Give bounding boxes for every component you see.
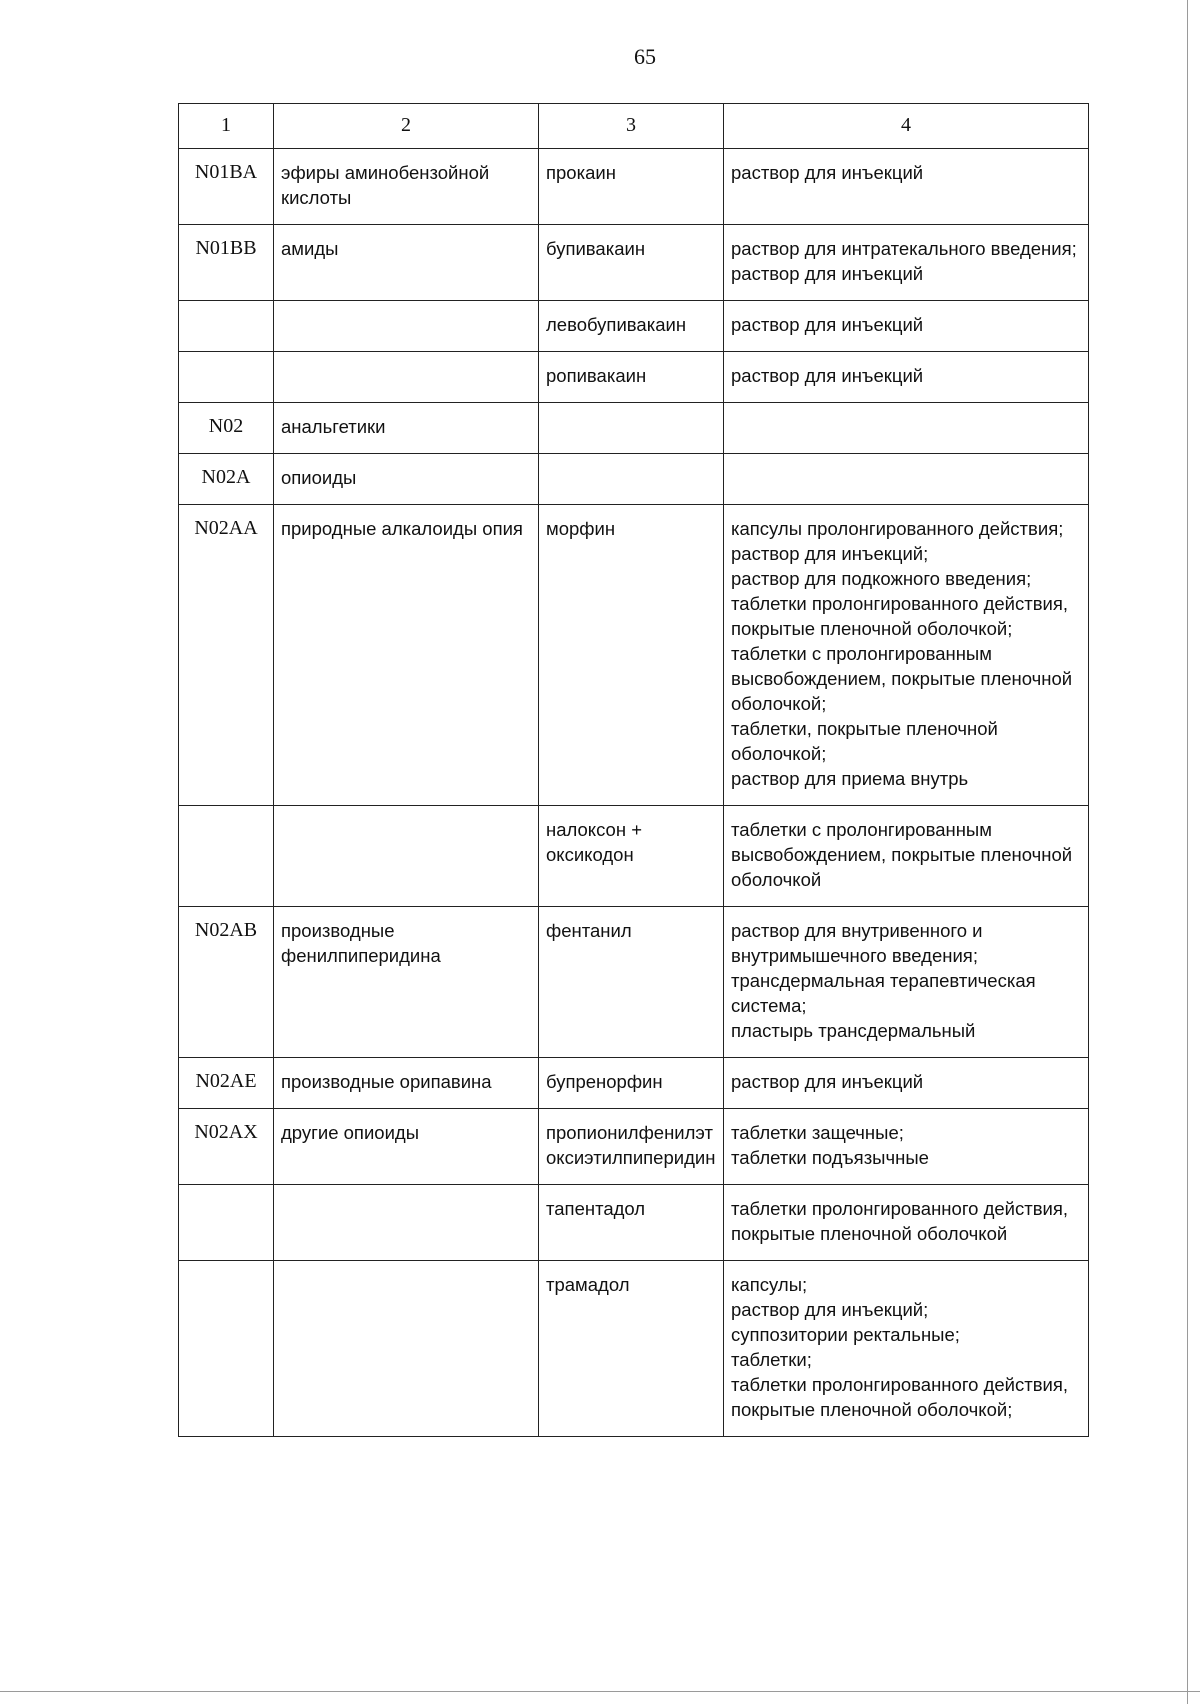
table-row (179, 505, 1089, 806)
table-row (179, 225, 1089, 301)
group-cell: эфиры аминобензойной кислоты (274, 149, 539, 225)
drug-name-cell: левобупивакаин (539, 301, 724, 352)
dosage-form-line: раствор для интратекального введения; (731, 238, 1077, 259)
dosage-form-line: раствор для приема внутрь (731, 768, 969, 789)
atc-code-cell: N02 (179, 403, 274, 454)
dosage-form-line: таблетки с пролонгированным высвобождением, покрытые пленочной оболочкой (731, 819, 1073, 890)
table-row (179, 352, 1089, 403)
drug-name-cell: прокаин (539, 149, 724, 225)
table-row (179, 806, 1089, 907)
drug-name-cell: бупренорфин (539, 1058, 724, 1109)
dosage-form-line: раствор для инъекций; (731, 543, 929, 564)
atc-code-cell: N02AX (179, 1109, 274, 1185)
drug-name-cell: фентанил (539, 907, 724, 1058)
dosage-forms-cell (724, 806, 1089, 907)
atc-code-cell: N02A (179, 454, 274, 505)
group-cell: природные алкалоиды опия (274, 505, 539, 806)
dosage-form-line: раствор для внутривенного и внутримышечного введения; (731, 920, 983, 966)
table-row (179, 149, 1089, 225)
dosage-form-line: таблетки, покрытые пленочной оболочкой; (731, 718, 998, 764)
dosage-form-line: таблетки защечные; (731, 1122, 904, 1143)
page-number: 65 (634, 44, 656, 69)
drug-name-cell: налоксон + оксикодон (539, 806, 724, 907)
dosage-forms-cell (724, 1185, 1089, 1261)
table-row (179, 454, 1089, 505)
dosage-forms-cell (724, 225, 1089, 301)
group-cell (274, 352, 539, 403)
column-header: 2 (274, 104, 539, 149)
group-cell: опиоиды (274, 454, 539, 505)
drug-name-cell: трамадол (539, 1261, 724, 1437)
scan-edge-right (1187, 0, 1188, 1704)
atc-code-cell: N02AE (179, 1058, 274, 1109)
atc-code-cell (179, 301, 274, 352)
group-cell: другие опиоиды (274, 1109, 539, 1185)
table-row (179, 1109, 1089, 1185)
dosage-forms-cell (724, 1261, 1089, 1437)
table-row (179, 1185, 1089, 1261)
dosage-forms-cell (724, 907, 1089, 1058)
table-row (179, 301, 1089, 352)
atc-code-cell: N01BA (179, 149, 274, 225)
dosage-forms-cell (724, 301, 1089, 352)
drug-name-cell: ропивакаин (539, 352, 724, 403)
group-cell: амиды (274, 225, 539, 301)
medication-table (178, 103, 1089, 1437)
column-header: 1 (179, 104, 274, 149)
column-header: 3 (539, 104, 724, 149)
atc-code-cell: N02AB (179, 907, 274, 1058)
group-cell (274, 806, 539, 907)
header-row (179, 104, 1089, 149)
column-header: 4 (724, 104, 1089, 149)
atc-code-cell (179, 806, 274, 907)
dosage-form-line: раствор для инъекций (731, 314, 924, 335)
group-cell (274, 1185, 539, 1261)
dosage-forms-cell (724, 403, 1089, 454)
table-row (179, 1058, 1089, 1109)
dosage-form-line: раствор для инъекций (731, 1071, 924, 1092)
dosage-form-line: раствор для подкожного введения; (731, 568, 1032, 589)
group-cell: производные орипавина (274, 1058, 539, 1109)
scan-edge-bottom (0, 1691, 1200, 1692)
atc-code-cell: N01BB (179, 225, 274, 301)
dosage-forms-cell (724, 352, 1089, 403)
drug-name-cell (539, 454, 724, 505)
dosage-forms-cell (724, 149, 1089, 225)
table-row (179, 403, 1089, 454)
group-cell: производные фенилпиперидина (274, 907, 539, 1058)
dosage-form-line: раствор для инъекций (731, 365, 924, 386)
dosage-forms-cell (724, 505, 1089, 806)
dosage-form-line: раствор для инъекций (731, 263, 924, 284)
dosage-forms-cell (724, 1109, 1089, 1185)
dosage-forms-cell (724, 1058, 1089, 1109)
group-cell (274, 301, 539, 352)
dosage-form-line: таблетки подъязычные (731, 1147, 929, 1168)
dosage-form-line: суппозитории ректальные; (731, 1324, 960, 1345)
dosage-form-line: капсулы; (731, 1274, 808, 1295)
table-row (179, 907, 1089, 1058)
atc-code-cell (179, 1261, 274, 1437)
drug-name-cell: морфин (539, 505, 724, 806)
dosage-form-line: пластырь трансдермальный (731, 1020, 976, 1041)
group-cell (274, 1261, 539, 1437)
dosage-form-line: таблетки; (731, 1349, 812, 1370)
atc-code-cell: N02AA (179, 505, 274, 806)
dosage-form-line: таблетки пролонгированного действия, покрытые пленочной оболочкой; (731, 593, 1069, 639)
drug-name-cell (539, 403, 724, 454)
dosage-forms-cell (724, 454, 1089, 505)
drug-name-cell: бупивакаин (539, 225, 724, 301)
dosage-form-line: таблетки пролонгированного действия, покрытые пленочной оболочкой; (731, 1374, 1069, 1420)
dosage-form-line: трансдермальная терапевтическая система; (731, 970, 1036, 1016)
atc-code-cell (179, 1185, 274, 1261)
atc-code-cell (179, 352, 274, 403)
dosage-form-line: таблетки с пролонгированным высвобождением, покрытые пленочной оболочкой; (731, 643, 1073, 714)
dosage-form-line: раствор для инъекций; (731, 1299, 929, 1320)
table-body (179, 149, 1089, 1437)
table-row (179, 1261, 1089, 1437)
dosage-form-line: капсулы пролонгированного действия; (731, 518, 1064, 539)
drug-name-cell: пропионилфенилэтоксиэтилпиперидин (539, 1109, 724, 1185)
dosage-form-line: раствор для инъекций (731, 162, 924, 183)
drug-name-cell: тапентадол (539, 1185, 724, 1261)
dosage-form-line: таблетки пролонгированного действия, покрытые пленочной оболочкой (731, 1198, 1069, 1244)
group-cell: анальгетики (274, 403, 539, 454)
